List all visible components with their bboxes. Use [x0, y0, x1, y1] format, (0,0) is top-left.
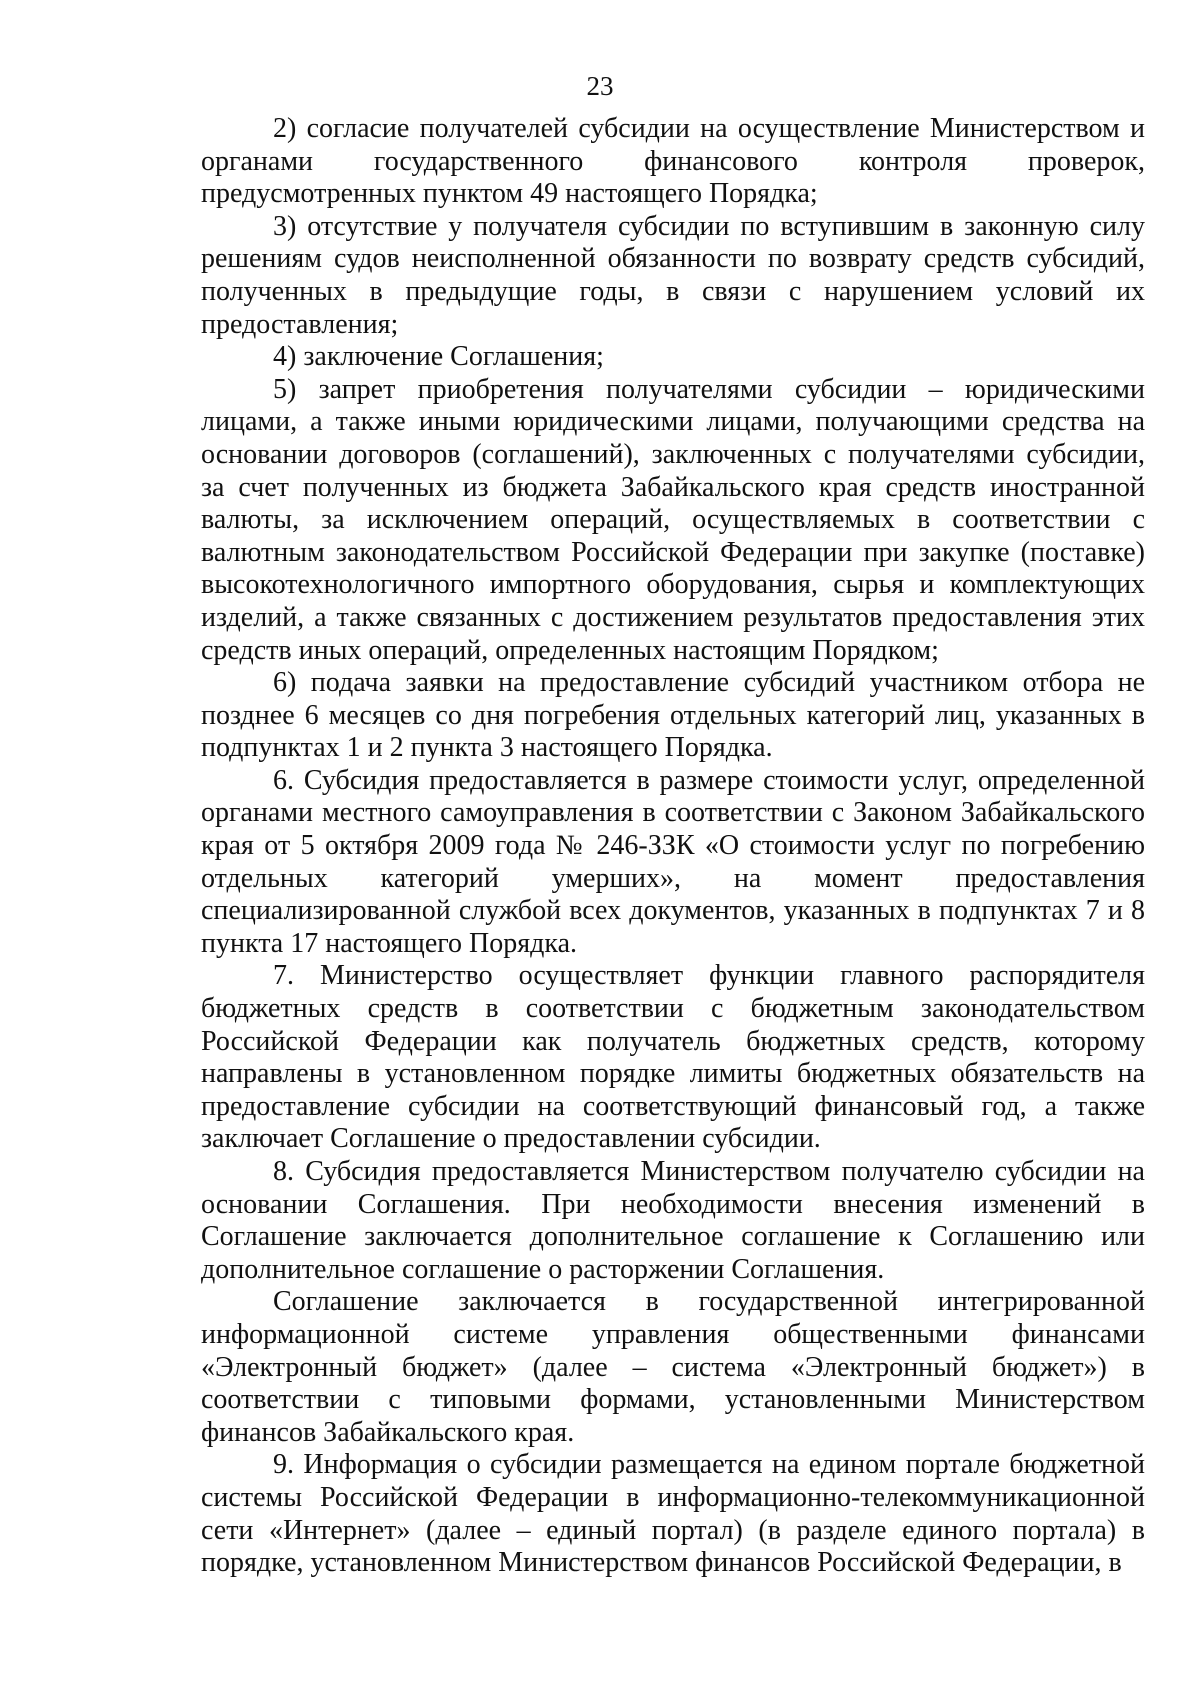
section-8-electronic-budget: Соглашение заключается в государственной интегрированной информационной системе управления общественными финансами «Электронный бюджет» (далее – система «Электронный бюджет») в соответствии с типовыми формами, установленными Министерством финансов Забайкальского края. [201, 1286, 1145, 1448]
paragraph-3-no-debt: 3) отсутствие у получателя субсидии по вступившим в законную силу решениям судов неисполненной обязанности по возврату средств субсидий, полученных в предыдущие годы, в связи с нарушением условий их предоставления; [201, 210, 1145, 340]
section-8-agreement-basis: 8. Субсидия предоставляется Министерством получателю субсидии на основании Соглашения. При необходимости внесения изменений в Соглашение заключается дополнительное соглашение к Соглашению или дополнительное соглашение о расторжении Соглашения. [201, 1156, 1145, 1285]
paragraph-6-application: 6) подача заявки на предоставление субсидий участником отбора не позднее 6 месяцев со дня погребения отдельных категорий лиц, указанных в подпунктах 1 и 2 пункта 3 настоящего Порядка. [201, 667, 1145, 764]
page-number: 23 [586, 71, 614, 101]
section-9-information-portal: 9. Информация о субсидии размещается на едином портале бюджетной системы Российской Федерации в информационно-телекоммуникационной сети «Интернет» (далее – единый портал) (в разделе единого портала) в порядке, установленном Министерством финансов Российской Федерации, в [201, 1449, 1145, 1579]
document-body [201, 113, 1145, 1580]
paragraph-2-consent: 2) согласие получателей субсидии на осуществление Министерством и органами государственного финансового контроля проверок, предусмотренных пунктом 49 настоящего Порядка; [201, 113, 1145, 210]
paragraph-4-agreement: 4) заключение Соглашения; [273, 341, 604, 373]
section-6-subsidy-amount: 6. Субсидия предоставляется в размере стоимости услуг, определенной органами местного самоуправления в соответствии с Законом Забайкальского края от 5 октября 2009 года № 246-ЗЗК «О стоимости услуг по погребению отдельных категорий умерших», на момент предоставления специализированной службой всех документов, указанных в подпунктах 7 и 8 пункта 17 настоящего Порядка. [201, 764, 1145, 959]
section-7-ministry-functions: 7. Министерство осуществляет функции главного распорядителя бюджетных средств в соответствии с бюджетным законодательством Российской Федерации как получатель бюджетных средств, которому направлены в установленном порядке лимиты бюджетных обязательств на предоставление субсидии на соответствующий финансовый год, а также заключает Соглашение о предоставлении субсидии. [201, 960, 1145, 1155]
paragraph-5-currency-ban: 5) запрет приобретения получателями субсидии – юридическими лицами, а также иными юридическими лицами, получающими средства на основании договоров (соглашений), заключенных с получателями субсидии, за счет полученных из бюджета Забайкальского края средств иностранной валюты, за исключением операций, осуществляемых в соответствии с валютным законодательством Российской Федерации при закупке (поставке) высокотехнологичного импортного оборудования, сырья и комплектующих изделий, а также связанных с достижением результатов предоставления этих средств иных операций, определенных настоящим Порядком; [201, 373, 1145, 666]
